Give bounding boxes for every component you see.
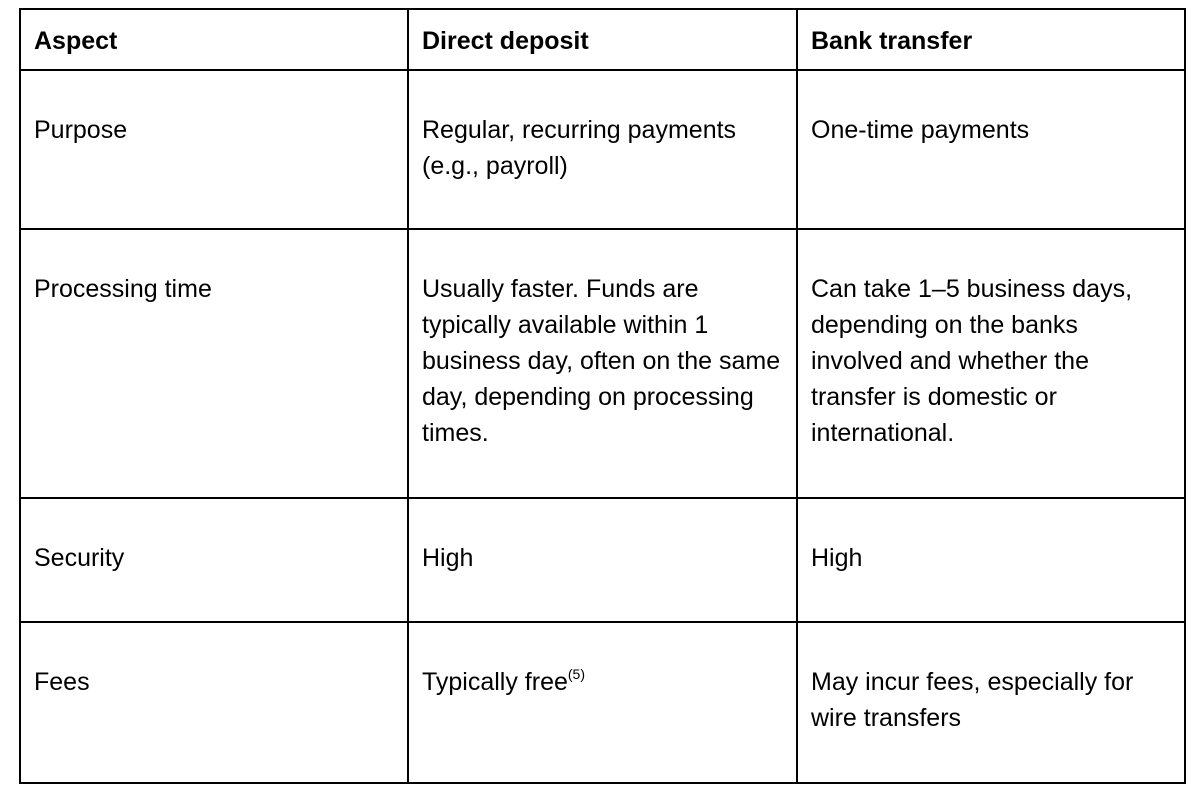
header-bank-transfer: Bank transfer [797, 9, 1185, 70]
header-direct-deposit: Direct deposit [408, 9, 797, 70]
header-aspect: Aspect [20, 9, 408, 70]
cell-direct-deposit-processing-time: Usually faster. Funds are typically available within 1 business day, often on the same day, depending on processing times. [408, 229, 797, 498]
comparison-table [19, 8, 1186, 784]
cell-bank-transfer-processing-time: Can take 1–5 business days, depending on the banks involved and whether the transfer is domestic or international. [797, 229, 1185, 498]
cell-direct-deposit-security: High [408, 498, 797, 622]
table-row [20, 229, 1185, 498]
cell-direct-deposit-fees [408, 622, 797, 783]
cell-direct-deposit-purpose: Regular, recurring payments (e.g., payroll) [408, 70, 797, 229]
table-row [20, 70, 1185, 229]
cell-aspect-security: Security [20, 498, 408, 622]
cell-aspect-purpose: Purpose [20, 70, 408, 229]
table-row [20, 498, 1185, 622]
cell-bank-transfer-security: High [797, 498, 1185, 622]
table-row [20, 622, 1185, 783]
fees-direct-deposit-text: Typically free [422, 668, 568, 696]
footnote-reference: (5) [567, 665, 586, 682]
cell-aspect-fees: Fees [20, 622, 408, 783]
cell-bank-transfer-purpose: One-time payments [797, 70, 1185, 229]
cell-aspect-processing-time: Processing time [20, 229, 408, 498]
table-header-row [20, 9, 1185, 70]
cell-bank-transfer-fees: May incur fees, especially for wire transfers [797, 622, 1185, 783]
